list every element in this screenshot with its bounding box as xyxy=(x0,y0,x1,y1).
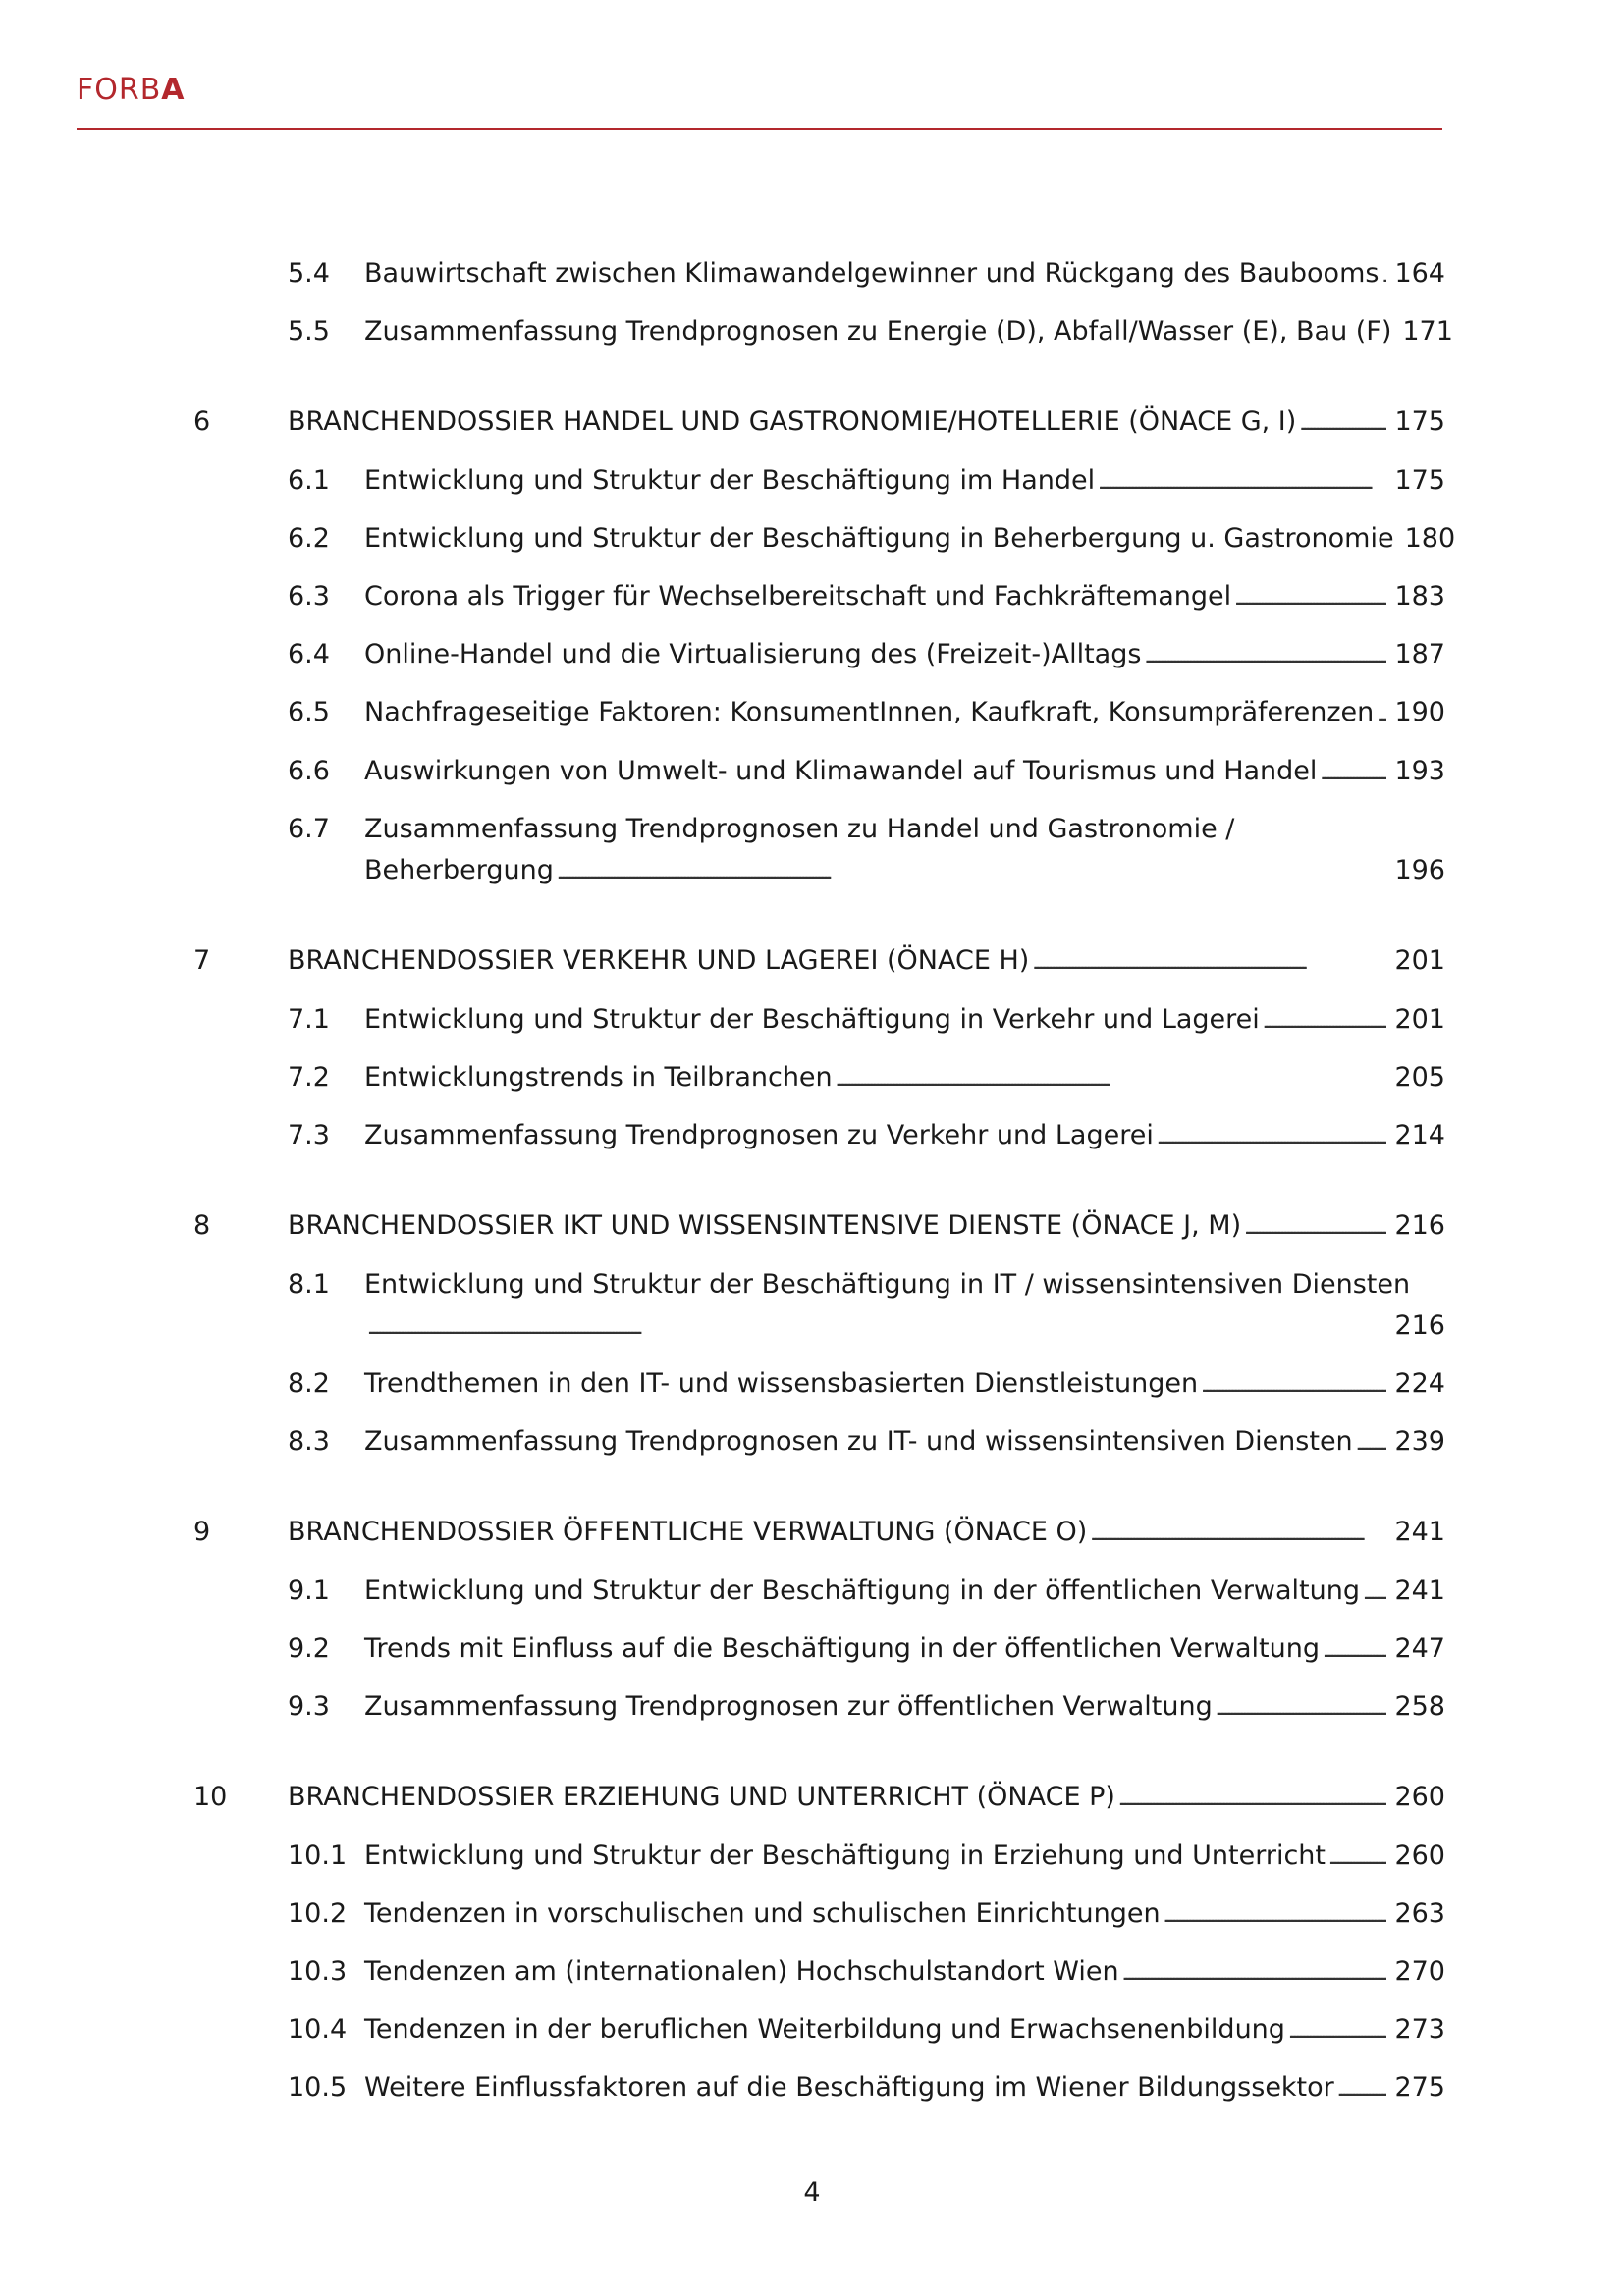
toc-entry-number: 6.2 xyxy=(288,523,330,554)
toc-chapter-page: 201 xyxy=(1394,945,1445,976)
header-rule xyxy=(77,128,1442,130)
toc-entry-title: Auswirkungen von Umwelt- und Klimawandel auf Tourismus und Handel xyxy=(364,756,1318,786)
toc-entry-page: 193 xyxy=(1394,756,1445,786)
toc-entry-title-line1: Entwicklung und Struktur der Beschäftigung in IT / wissensintensiven Diensten xyxy=(364,1269,1411,1300)
toc-entry-page: 196 xyxy=(1394,855,1445,885)
toc-entry-title: Entwicklung und Struktur der Beschäftigung in Erziehung und Unterricht xyxy=(364,1841,1326,1871)
toc-chapter-number: 10 xyxy=(193,1782,228,1812)
toc-chapter-number: 7 xyxy=(193,945,211,976)
toc-entry-page: 175 xyxy=(1394,465,1445,496)
toc-entry-page: 260 xyxy=(1394,1841,1445,1871)
toc-chapter-page: 175 xyxy=(1394,406,1445,437)
toc-entry-page: 247 xyxy=(1394,1633,1445,1664)
toc-entry-title: Entwicklung und Struktur der Beschäftigung in Beherbergung u. Gastronomie xyxy=(364,523,1394,554)
toc-entry-page: 241 xyxy=(1394,1575,1445,1606)
toc-entry-title: Weitere Einflussfaktoren auf die Beschäftigung im Wiener Bildungssektor xyxy=(364,2072,1334,2103)
toc-entry-page: 190 xyxy=(1394,697,1445,727)
toc-entry-page: 239 xyxy=(1394,1426,1445,1457)
toc-entry-title: Bauwirtschaft zwischen Klimawandelgewinner und Rückgang des Baubooms xyxy=(364,258,1380,289)
toc-entry-title: Tendenzen in vorschulischen und schulischen Einrichtungen xyxy=(364,1898,1161,1929)
toc-entry-page: 205 xyxy=(1394,1062,1445,1093)
toc-entry-page: 224 xyxy=(1394,1368,1445,1399)
toc-entry-title: Zusammenfassung Trendprognosen zu Verkehr und Lagerei xyxy=(364,1120,1154,1150)
toc-chapter-number: 6 xyxy=(193,406,211,437)
toc-entry-page: 180 xyxy=(1404,523,1456,554)
toc-entry-number: 8.1 xyxy=(288,1269,330,1300)
toc-chapter-title: BRANCHENDOSSIER ÖFFENTLICHE VERWALTUNG (ÖNACE O) xyxy=(288,1517,1088,1547)
toc-entry-page: 270 xyxy=(1394,1956,1445,1987)
toc-entry-number: 10.4 xyxy=(288,2014,348,2045)
toc-entry-title: Entwicklung und Struktur der Beschäftigung im Handel xyxy=(364,465,1096,496)
toc-entry-number: 6.4 xyxy=(288,639,330,669)
toc-entry-number: 10.2 xyxy=(288,1898,348,1929)
toc-entry-title: Entwicklung und Struktur der Beschäftigung in Verkehr und Lagerei xyxy=(364,1004,1260,1035)
toc-entry-number: 9.1 xyxy=(288,1575,330,1606)
toc-entry-page: 263 xyxy=(1394,1898,1445,1929)
toc-entry-title: Nachfrageseitige Faktoren: KonsumentInnen, Kaufkraft, Konsumpräferenzen xyxy=(364,697,1375,727)
toc-chapter-title: BRANCHENDOSSIER HANDEL UND GASTRONOMIE/HOTELLERIE (ÖNACE G, I) xyxy=(288,406,1297,437)
forba-logo: FORBA xyxy=(77,73,186,107)
toc-entry-number: 7.1 xyxy=(288,1004,330,1035)
toc-entry-title: Beherbergung xyxy=(364,855,554,885)
toc-entry-title: Corona als Trigger für Wechselbereitschaft und Fachkräftemangel xyxy=(364,581,1232,612)
toc-entry-title: Entwicklungstrends in Teilbranchen xyxy=(364,1062,833,1093)
toc-entry-number: 8.2 xyxy=(288,1368,330,1399)
toc-entry-number: 10.5 xyxy=(288,2072,348,2103)
toc-entry-number: 6.5 xyxy=(288,697,330,727)
toc-entry-number: 6.6 xyxy=(288,756,330,786)
toc-chapter-title: BRANCHENDOSSIER ERZIEHUNG UND UNTERRICHT (ÖNACE P) xyxy=(288,1782,1115,1812)
toc-chapter-page: 260 xyxy=(1394,1782,1445,1812)
toc-entry-number: 9.2 xyxy=(288,1633,330,1664)
toc-entry-number: 6.1 xyxy=(288,465,330,496)
toc-entry-number: 8.3 xyxy=(288,1426,330,1457)
toc-chapter-number: 9 xyxy=(193,1517,211,1547)
toc-entry-number: 7.2 xyxy=(288,1062,330,1093)
toc-entry-number: 10.3 xyxy=(288,1956,348,1987)
toc-entry-page: 183 xyxy=(1394,581,1445,612)
toc-entry-number: 6.7 xyxy=(288,814,330,844)
toc-entry-number: 7.3 xyxy=(288,1120,330,1150)
toc-entry-number: 5.5 xyxy=(288,316,330,347)
page-number: 4 xyxy=(803,2177,821,2208)
toc-entry-title: Zusammenfassung Trendprognosen zur öffentlichen Verwaltung xyxy=(364,1691,1213,1722)
toc-entry-title: Trends mit Einfluss auf die Beschäftigung in der öffentlichen Verwaltung xyxy=(364,1633,1321,1664)
toc-entry-title: Entwicklung und Struktur der Beschäftigung in der öffentlichen Verwaltung xyxy=(364,1575,1361,1606)
toc-entry-page: 201 xyxy=(1394,1004,1445,1035)
toc-entry-page: 258 xyxy=(1394,1691,1445,1722)
toc-entry-title-line1: Zusammenfassung Trendprognosen zu Handel und Gastronomie / xyxy=(364,814,1235,844)
toc-entry-title: Tendenzen in der beruflichen Weiterbildung und Erwachsenenbildung xyxy=(364,2014,1285,2045)
toc-entry-title: Trendthemen in den IT- und wissensbasierten Dienstleistungen xyxy=(364,1368,1199,1399)
toc-entry-page: 275 xyxy=(1394,2072,1445,2103)
toc-entry-page: 273 xyxy=(1394,2014,1445,2045)
toc-chapter-title: BRANCHENDOSSIER IKT UND WISSENSINTENSIVE DIENSTE (ÖNACE J, M) xyxy=(288,1210,1242,1241)
toc-entry-page: 187 xyxy=(1394,639,1445,669)
toc-entry-number: 5.4 xyxy=(288,258,330,289)
toc-entry-page: 171 xyxy=(1402,316,1453,347)
toc-chapter-number: 8 xyxy=(193,1210,211,1241)
toc-entry-number: 10.1 xyxy=(288,1841,348,1871)
toc-entry-page: 164 xyxy=(1394,258,1445,289)
toc-entry-title: Zusammenfassung Trendprognosen zu Energie (D), Abfall/Wasser (E), Bau (F) xyxy=(364,316,1392,347)
toc-chapter-page: 216 xyxy=(1394,1210,1445,1241)
toc-entry-number: 6.3 xyxy=(288,581,330,612)
toc-entry-page: 216 xyxy=(1394,1310,1445,1341)
toc-entry-title: Zusammenfassung Trendprognosen zu IT- und wissensintensiven Diensten xyxy=(364,1426,1353,1457)
toc-entry-title: Online-Handel und die Virtualisierung des (Freizeit-)Alltags xyxy=(364,639,1142,669)
toc-chapter-page: 241 xyxy=(1394,1517,1445,1547)
toc-chapter-title: BRANCHENDOSSIER VERKEHR UND LAGEREI (ÖNACE H) xyxy=(288,945,1030,976)
toc-entry-page: 214 xyxy=(1394,1120,1445,1150)
toc-entry-title: Tendenzen am (internationalen) Hochschulstandort Wien xyxy=(364,1956,1119,1987)
toc-entry-number: 9.3 xyxy=(288,1691,330,1722)
